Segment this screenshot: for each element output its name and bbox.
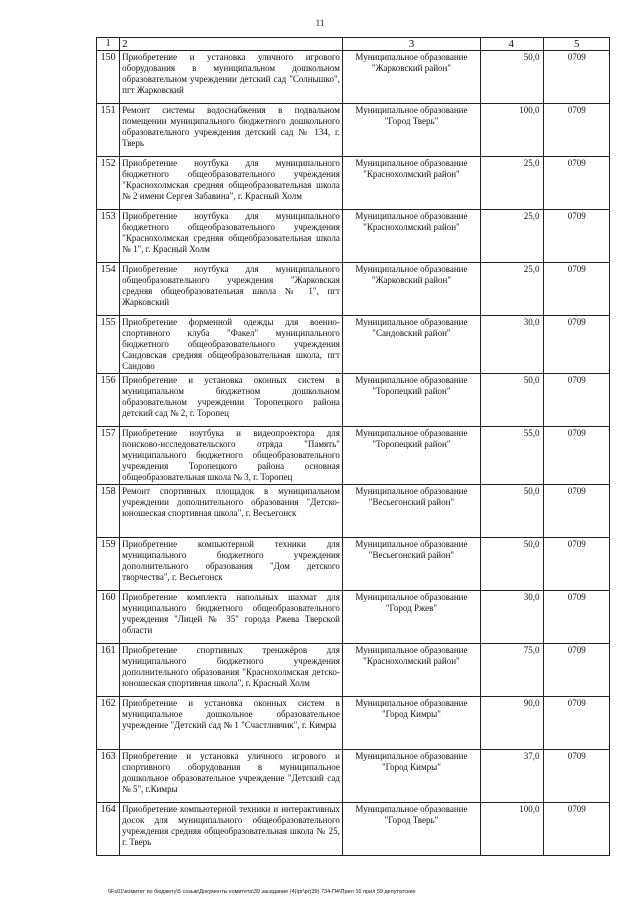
table-row xyxy=(97,644,610,697)
row-amount: 90,0 xyxy=(480,697,543,750)
column-header-1: 1 xyxy=(97,38,120,51)
table-row xyxy=(97,750,610,803)
row-municipality: Муниципальное образование "Город Ржев" xyxy=(342,591,480,644)
column-header-4: 4 xyxy=(480,38,543,51)
row-code: 0709 xyxy=(544,51,610,104)
row-amount: 50,0 xyxy=(480,374,543,427)
row-code: 0709 xyxy=(544,427,610,485)
row-amount: 100,0 xyxy=(480,803,543,856)
table-row xyxy=(97,591,610,644)
table-row xyxy=(97,316,610,374)
table-row xyxy=(97,485,610,538)
table-row xyxy=(97,697,610,750)
row-number: 161 xyxy=(97,644,120,697)
row-municipality: Муниципальное образование "Торопецкий район" xyxy=(342,374,480,427)
row-number: 156 xyxy=(97,374,120,427)
table-row xyxy=(97,51,610,104)
row-number: 162 xyxy=(97,697,120,750)
row-municipality: Муниципальное образование "Весьегонский район" xyxy=(342,538,480,591)
row-municipality: Муниципальное образование "Город Тверь" xyxy=(342,803,480,856)
row-code: 0709 xyxy=(544,157,610,210)
row-municipality: Муниципальное образование "Весьегонский район" xyxy=(342,485,480,538)
row-number: 163 xyxy=(97,750,120,803)
row-description: Приобретение комплекта напольных шахмат для муниципального бюджетного общеобразовательного учреждения "Лицей № 35" города Ржева Тверской области xyxy=(120,591,343,644)
row-code: 0709 xyxy=(544,316,610,374)
row-code: 0709 xyxy=(544,104,610,157)
row-amount: 50,0 xyxy=(480,51,543,104)
row-description: Приобретение форменной одежды для военно-спортивного клуба "Факел" муниципального бюджетного общеобразовательного учреждения Сандовская средняя общеобразовательная школа, пгт Сандово xyxy=(120,316,343,374)
row-municipality: Муниципальное образование "Жарковский район" xyxy=(342,263,480,316)
row-description: Приобретение и установка оконных систем в муниципальном бюджетном дошкольном образовательном учреждении Торопецкого района детский сад № 2, г. Торопец xyxy=(120,374,343,427)
row-municipality: Муниципальное образование "Жарковский район" xyxy=(342,51,480,104)
row-amount: 25,0 xyxy=(480,157,543,210)
row-number: 154 xyxy=(97,263,120,316)
table-row xyxy=(97,263,610,316)
allocation-table-container xyxy=(96,37,610,856)
table-row xyxy=(97,104,610,157)
row-municipality: Муниципальное образование "Город Кимры" xyxy=(342,697,480,750)
row-municipality: Муниципальное образование "Краснохолмский район" xyxy=(342,210,480,263)
row-number: 153 xyxy=(97,210,120,263)
table-row xyxy=(97,803,610,856)
row-municipality: Муниципальное образование "Сандовский район" xyxy=(342,316,480,374)
row-number: 159 xyxy=(97,538,120,591)
table-row xyxy=(97,157,610,210)
row-code: 0709 xyxy=(544,538,610,591)
row-description: Приобретение ноутбука для муниципального бюджетного общеобразовательного учреждения "Краснохолмская средняя общеобразовательная школа № 2 имени Сергея Забавина", г. Красный Холм xyxy=(120,157,343,210)
row-amount: 37,0 xyxy=(480,750,543,803)
column-header-5: 5 xyxy=(544,38,610,51)
row-municipality: Муниципальное образование "Краснохолмский район" xyxy=(342,644,480,697)
row-amount: 50,0 xyxy=(480,538,543,591)
row-code: 0709 xyxy=(544,803,610,856)
row-code: 0709 xyxy=(544,644,610,697)
column-header-2: 2 xyxy=(120,38,343,51)
row-number: 152 xyxy=(97,157,120,210)
table-header-row xyxy=(97,38,610,51)
row-amount: 25,0 xyxy=(480,263,543,316)
row-municipality: Муниципальное образование "Город Тверь" xyxy=(342,104,480,157)
table-row xyxy=(97,210,610,263)
row-number: 151 xyxy=(97,104,120,157)
row-code: 0709 xyxy=(544,263,610,316)
row-number: 158 xyxy=(97,485,120,538)
row-description: Приобретение спортивных тренажёров для муниципального бюджетного учреждения дополнительного образования "Краснохолмская детско-юношеская спортивная школа", г. Красный Холм xyxy=(120,644,343,697)
row-description: Приобретение и установка оконных систем в муниципальное дошкольное образовательное учреждение "Детский сад № 1 "Счастливчик", г. Кимры xyxy=(120,697,343,750)
row-code: 0709 xyxy=(544,374,610,427)
row-description: Приобретение ноутбука и видеопроектора для поисково-исследовательского отряда "Память" муниципального бюджетного общеобразовательного учреждения Торопецкого района основная общеобразовательная школа № 3, г. Торопец xyxy=(120,427,343,485)
row-code: 0709 xyxy=(544,485,610,538)
row-code: 0709 xyxy=(544,750,610,803)
column-header-3: 3 xyxy=(342,38,480,51)
row-description: Приобретение компьютерной техники для муниципального бюджетного учреждения дополнительного образования "Дом детского творчества", г. Весьегонск xyxy=(120,538,343,591)
row-municipality: Муниципальное образование "Город Кимры" xyxy=(342,750,480,803)
row-amount: 30,0 xyxy=(480,591,543,644)
row-number: 157 xyxy=(97,427,120,485)
table-row xyxy=(97,538,610,591)
row-amount: 50,0 xyxy=(480,485,543,538)
row-description: Ремонт системы водоснабжения в подвальном помещении муниципального бюджетного дошкольного образовательного учреждения детский сад № 134, г. Тверь xyxy=(120,104,343,157)
footer-file-path: \\Fs01\комитет по бюджету\5 созыв\Документы комитета\39 заседание (4)\рг\рг(39) 734-П4\Прил 16 прил 59 депутатские xyxy=(108,889,416,895)
table-row xyxy=(97,374,610,427)
row-number: 164 xyxy=(97,803,120,856)
row-number: 155 xyxy=(97,316,120,374)
row-description: Приобретение и установка уличного игрового и спортивного оборудования в муниципальное дошкольное образовательное учреждение "Детский сад № 5", г.Кимры xyxy=(120,750,343,803)
row-description: Приобретение ноутбука для муниципального бюджетного общеобразовательного учреждения "Краснохолмская средняя общеобразовательная школа № 1", г. Красный Холм xyxy=(120,210,343,263)
row-number: 150 xyxy=(97,51,120,104)
row-description: Ремонт спортивных площадок в муниципальном учреждении дополнительного образования "Детско-юношеская спортивная школа", г. Весьегонск xyxy=(120,485,343,538)
allocation-table xyxy=(96,37,610,856)
row-municipality: Муниципальное образование "Краснохолмский район" xyxy=(342,157,480,210)
row-code: 0709 xyxy=(544,210,610,263)
row-description: Приобретение компьютерной техники и интерактивных досок для муниципального общеобразовательного учреждения средняя общеобразовательная школа № 25, г. Тверь xyxy=(120,803,343,856)
row-number: 160 xyxy=(97,591,120,644)
row-amount: 55,0 xyxy=(480,427,543,485)
row-amount: 25,0 xyxy=(480,210,543,263)
table-row xyxy=(97,427,610,485)
row-amount: 30,0 xyxy=(480,316,543,374)
row-code: 0709 xyxy=(544,591,610,644)
row-amount: 75,0 xyxy=(480,644,543,697)
row-description: Приобретение и установка уличного игрового оборудования в муниципальном дошкольном образовательном учреждении детский сад "Солнышко", пгт Жарковский xyxy=(120,51,343,104)
row-code: 0709 xyxy=(544,697,610,750)
row-amount: 100,0 xyxy=(480,104,543,157)
row-municipality: Муниципальное образование "Торопецкий район" xyxy=(342,427,480,485)
row-description: Приобретение ноутбука для муниципального общеобразовательного учреждения "Жарковская средняя общеобразовательная школа № 1", пгт Жарковский xyxy=(120,263,343,316)
page-number: 11 xyxy=(315,18,325,28)
